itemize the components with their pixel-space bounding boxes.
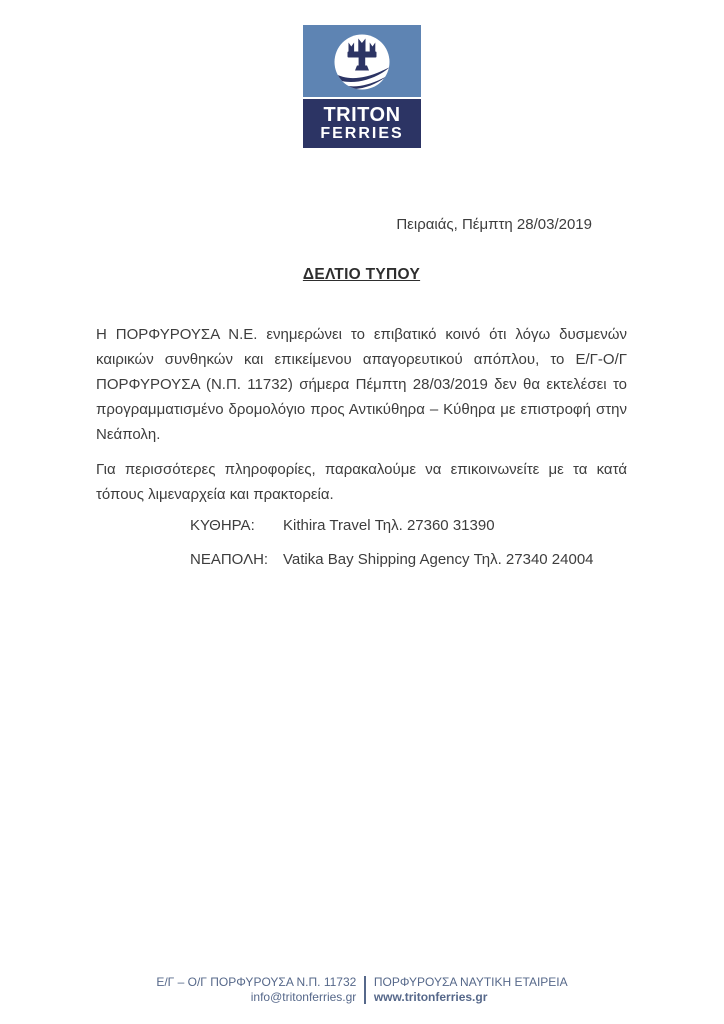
contact-row: [96, 547, 627, 572]
contact-value: Kithira Travel Τηλ. 27360 31390: [283, 517, 495, 534]
dateline: Πειραιάς, Πέμπτη 28/03/2019: [396, 216, 592, 233]
footer-divider: [364, 976, 366, 1004]
body-paragraph-1: Η ΠΟΡΦΥΡΟΥΣΑ Ν.Ε. ενημερώνει το επιβατικό κοινό ότι λόγω δυσμενών καιρικών συνθηκών και επικείμενου απαγορευτικού απόπλου, το Ε/Γ-Ο/Γ ΠΟΡΦΥΡΟΥΣΑ (Ν.Π. 11732) σήμερα Πέμπτη 28/03/2019 δεν θα εκτελέσει το προγραμματισμένο δρομολόγιο προς Αντικύθηρα – Κύθηρα με επιστροφή στην Νεάπολη.: [96, 326, 627, 443]
contact-label: ΚΥΘΗΡΑ:: [190, 517, 255, 534]
press-release-title: ΔΕΛΤΙΟ ΤΥΠΟΥ: [302, 266, 421, 283]
contact-label: ΝΕΑΠΟΛΗ:: [190, 551, 269, 568]
logo-subtitle: FERRIES: [320, 125, 404, 142]
footer-company-name: ΠΟΡΦΥΡΟΥΣΑ ΝΑΥΤΙΚΗ ΕΤΑΙΡΕΙΑ: [373, 975, 568, 989]
footer-email: info@tritonferries.gr: [250, 990, 357, 1004]
body-paragraph-2: Για περισσότερες πληροφορίες, παρακαλούμε να επικοινωνείτε με τα κατά τόπους λιμεναρχεία και πρακτορεία.: [96, 461, 627, 503]
contact-row: [96, 513, 627, 538]
logo-title: TRITON: [323, 104, 401, 126]
triton-ferries-logo: [303, 25, 421, 148]
contact-list: [96, 513, 627, 572]
logo-emblem: [303, 25, 421, 97]
footer-vessel-info: Ε/Γ – Ο/Γ ΠΟΡΦΥΡΟΥΣΑ Ν.Π. 11732: [156, 975, 357, 989]
footer-left-column: [156, 975, 356, 1005]
logo-wordmark: [303, 99, 421, 148]
footer: [0, 975, 724, 1005]
contact-value: Vatika Bay Shipping Agency Τηλ. 27340 24004: [283, 551, 594, 568]
trident-waves-icon: [303, 25, 421, 97]
footer-website: www.tritonferries.gr: [373, 990, 488, 1004]
footer-right-column: [374, 975, 568, 1005]
